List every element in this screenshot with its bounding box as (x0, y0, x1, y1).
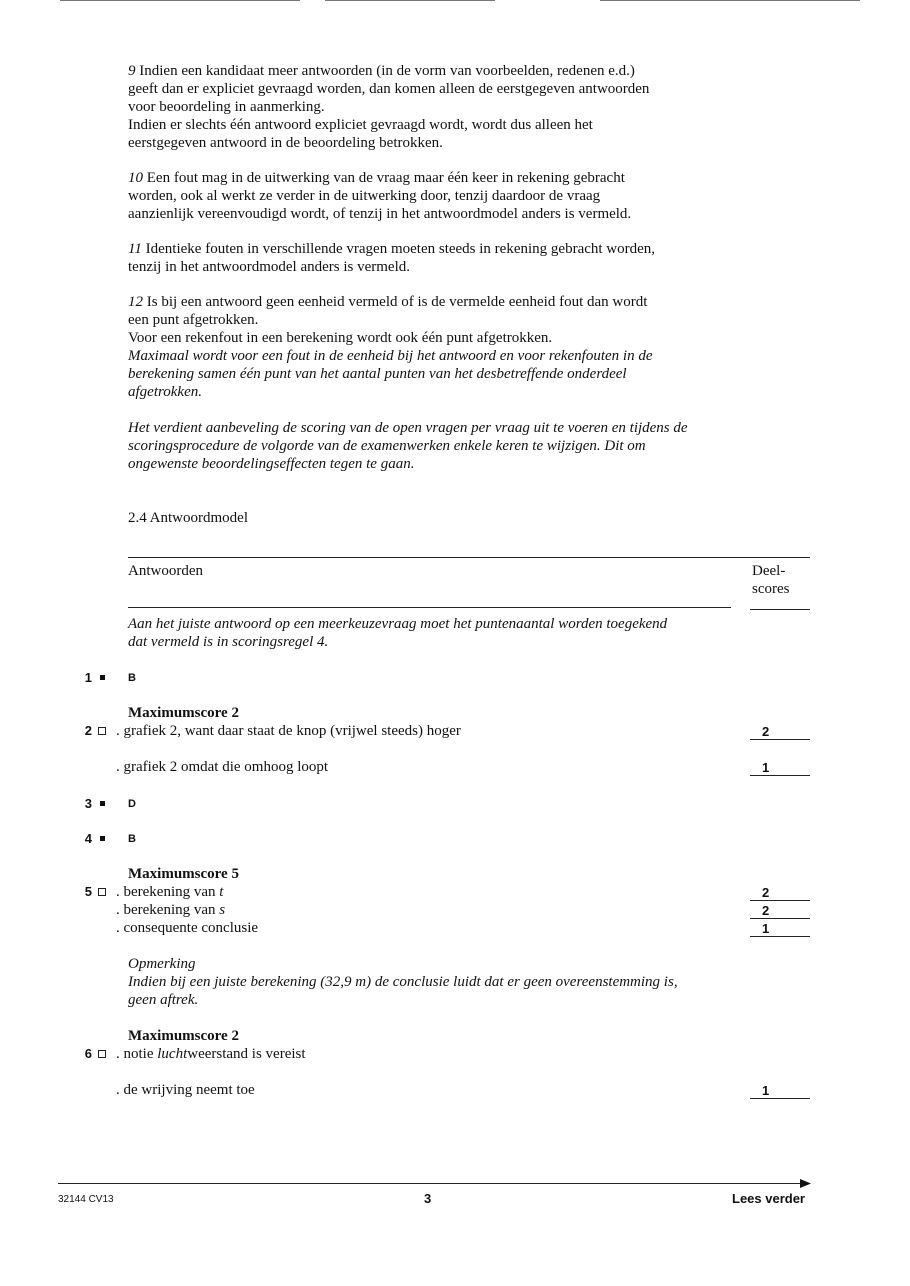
answer-item (116, 901, 225, 919)
rule-10 (128, 169, 728, 223)
max-score-label: Maximumscore 2 (128, 1028, 239, 1044)
question-number: 3 (84, 796, 92, 811)
advice-line: scoringsprocedure de volgorde van de examenwerken enkele keren te wijzigen. Dit om (128, 438, 646, 454)
mc-question-marker (100, 675, 105, 680)
variable-s: s (219, 902, 226, 918)
rule-text: een punt afgetrokken. (128, 312, 259, 328)
mc-answer: D (128, 798, 136, 810)
answer-item: . de wrijving neemt toe (116, 1082, 255, 1098)
rule-number: 9 (128, 63, 136, 79)
scores-header-rule (750, 609, 810, 610)
question-number: 4 (84, 831, 92, 846)
answer-item-text: . berekening van (116, 902, 220, 918)
rule-text: geeft dan er expliciet gevraagd worden, dan komen alleen de eerstgegeven antwoorden (128, 81, 650, 97)
rule-italic-text: berekening samen één punt van het aantal punten van het desbetreffende onderdeel (128, 366, 627, 382)
remark (128, 955, 748, 1009)
section-title: 2.4 Antwoordmodel (128, 510, 248, 526)
rule-text: voor beoordeling in aanmerking. (128, 99, 325, 115)
answers-header: Antwoorden (128, 563, 203, 579)
scan-line (60, 0, 300, 1)
scan-line (600, 0, 860, 1)
open-question-marker (98, 727, 106, 735)
max-score-label: Maximumscore 5 (128, 866, 239, 882)
rule-number: 11 (128, 241, 142, 257)
variable-t: t (219, 884, 224, 900)
rule-italic-text: Maximaal wordt voor een fout in de eenheid bij het antwoord en voor rekenfouten in de (128, 348, 653, 364)
remark-line: Indien bij een juiste berekening (32,9 m) de conclusie luidt dat er geen overeenstemming is, (128, 974, 678, 990)
advice-paragraph-text (128, 419, 738, 473)
question-number: 1 (84, 670, 92, 685)
answer-item-text: weerstand is vereist (187, 1046, 306, 1062)
question-number: 2 (84, 723, 92, 738)
rule-text: Voor een rekenfout in een berekening wordt ook één punt afgetrokken. (128, 330, 553, 346)
scores-header-line2: scores (752, 581, 790, 597)
advice-line: Het verdient aanbeveling de scoring van de open vragen per vraag uit te voeren en tijdens de (128, 420, 688, 436)
rule-number: 10 (128, 170, 143, 186)
mc-question-marker (100, 836, 105, 841)
open-question-marker (98, 888, 106, 896)
mc-note (128, 615, 728, 651)
partial-score: 1 (750, 1085, 810, 1099)
rule-9 (128, 62, 728, 152)
answers-header-rule (128, 607, 731, 608)
question-number: 5 (84, 884, 92, 899)
advice-line: ongewenste beoordelingseffecten tegen te gaan. (128, 456, 415, 472)
rule-text: worden, ook al werkt ze verder in de uitwerking door, tenzij daardoor de vraag (128, 188, 601, 204)
partial-score: 2 (750, 726, 810, 740)
table-top-rule (128, 557, 810, 558)
rule-text: tenzij in het antwoordmodel anders is vermeld. (128, 259, 411, 275)
answer-item: . grafiek 2, want daar staat de knop (vrijwel steeds) hoger (116, 723, 461, 739)
answer-item (116, 883, 223, 901)
mc-question-marker (100, 801, 105, 806)
mc-answer: B (128, 833, 136, 845)
max-score-label: Maximumscore 2 (128, 705, 239, 721)
answer-item-italic: lucht (157, 1046, 188, 1062)
partial-score: 2 (750, 887, 810, 901)
rule-text: Indien er slechts één antwoord expliciet gevraagd wordt, wordt dus alleen het (128, 117, 593, 133)
answer-item (116, 1045, 306, 1063)
rule-text: aanzienlijk vereenvoudigd wordt, of tenzij in het antwoordmodel anders is vermeld. (128, 206, 632, 222)
rule-text: eerstgegeven antwoord in de beoordeling betrokken. (128, 135, 443, 151)
answer-item: . consequente conclusie (116, 920, 259, 936)
page-number: 3 (424, 1191, 432, 1206)
mc-answer: B (128, 672, 136, 684)
answer-item-text: . notie (116, 1046, 158, 1062)
continue-label: Lees verder (732, 1191, 805, 1206)
question-number: 6 (84, 1046, 92, 1061)
exam-code: 32144 CV13 (58, 1194, 114, 1205)
rule-italic-text: afgetrokken. (128, 384, 202, 400)
mc-note-line: dat vermeld is in scoringsregel 4. (128, 634, 329, 650)
scan-line (325, 0, 495, 1)
rule-text: Is bij een antwoord geen eenheid vermeld of is de vermelde eenheid fout dan wordt (146, 294, 648, 310)
answer-item: . grafiek 2 omdat die omhoog loopt (116, 759, 329, 775)
rule-number: 12 (128, 294, 143, 310)
partial-score: 2 (750, 905, 810, 919)
rule-text: Een fout mag in de uitwerking van de vraag maar één keer in rekening gebracht (146, 170, 625, 186)
open-question-marker (98, 1050, 106, 1058)
rule-text: Indien een kandidaat meer antwoorden (in de vorm van voorbeelden, redenen e.d.) (139, 63, 635, 79)
rule-text: Identieke fouten in verschillende vragen moeten steeds in rekening gebracht worden, (145, 241, 656, 257)
rule-12 (128, 293, 728, 401)
partial-score: 1 (750, 762, 810, 776)
scores-header-line1: Deel- (752, 563, 786, 579)
footer-arrow-line (58, 1183, 802, 1184)
rule-11 (128, 240, 728, 276)
mc-note-line: Aan het juiste antwoord op een meerkeuzevraag moet het puntenaantal worden toegekend (128, 616, 668, 632)
remark-title: Opmerking (128, 956, 196, 972)
arrow-right-icon (800, 1178, 811, 1189)
answer-item-text: . berekening van (116, 884, 220, 900)
remark-line: geen aftrek. (128, 992, 199, 1008)
partial-score: 1 (750, 923, 810, 937)
